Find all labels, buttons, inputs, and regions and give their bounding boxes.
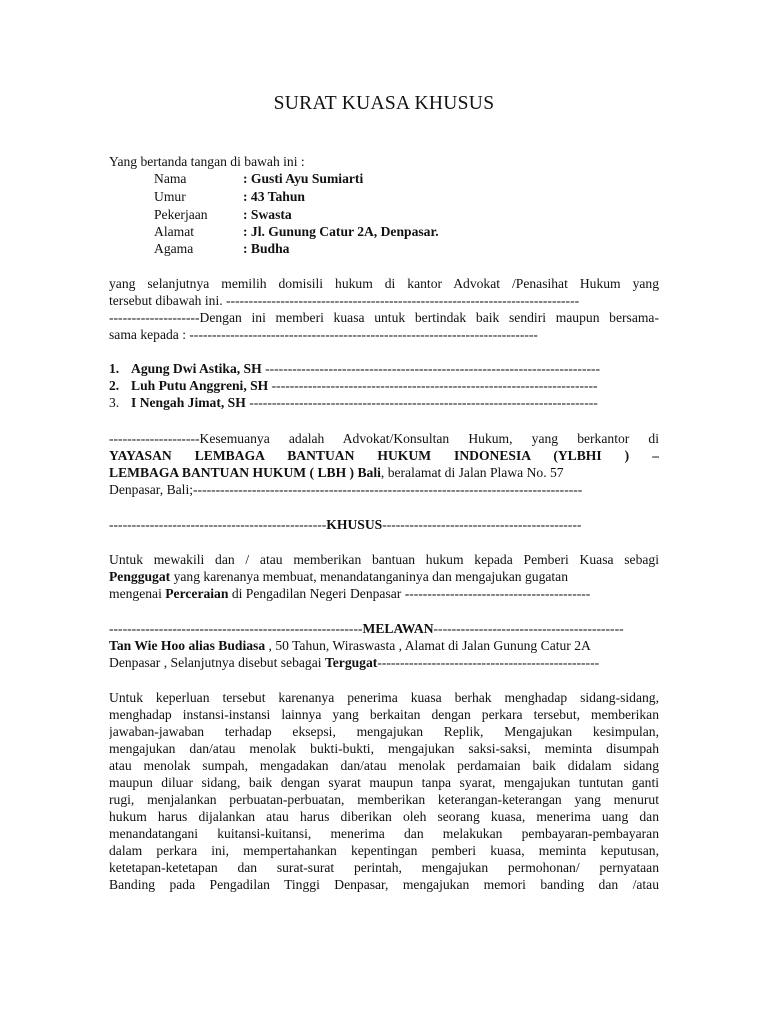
purpose-line: Untuk mewakili dan / atau memberikan bantuan hukum kepada Pemberi Kuasa sebagi [109, 552, 659, 567]
heading-dashes: ------------------------------------------ [433, 621, 624, 636]
attorney-name: Luh Putu Anggreni, SH [131, 378, 269, 393]
field-value-pekerjaan: : Swasta [243, 207, 292, 222]
opponent-line [109, 654, 659, 671]
purpose-line [109, 568, 659, 585]
firm-name: LEMBAGA BANTUAN HUKUM ( LBH ) Bali [109, 465, 381, 480]
firm-line: Denpasar, Bali;-------------------------------------------------------------------------------------- [109, 482, 583, 497]
attorney-name: Agung Dwi Astika, SH [131, 361, 262, 376]
purpose-line [109, 585, 659, 602]
purpose-text: yang karenanya membuat, menandatanganinya dan mengajukan gugatan [170, 569, 569, 584]
opponent-name: Tan Wie Hoo alias Budiasa [109, 638, 266, 653]
field-label-nama: Nama [154, 171, 187, 186]
powers-line: jawaban-jawaban terhadap eksepsi, mengajukan Replik, Mengajukan kesimpulan, [109, 724, 659, 739]
powers-line: Banding pada Pengadilan Tinggi Denpasar, mengajukan memori banding dan /atau [109, 877, 659, 892]
powers-line: dalam perkara ini, mempertahankan kepentingan pemberi kuasa, meminta keputusan, [109, 843, 659, 858]
attorney-item [109, 377, 659, 394]
powers-line: hukum harus dijalankan atau harus diberikan oleh seorang kuasa, menerima uang dan [109, 809, 659, 824]
powers-line: atau menolak sumpah, mengadakan dan/atau menolak perdamaian baik didalam sidang [109, 758, 659, 773]
heading-label: MELAWAN [362, 621, 434, 636]
attorney-dashes: -------------------------------------------------------------------------- [261, 361, 601, 376]
field-value-nama: : Gusti Ayu Sumiarti [243, 171, 364, 186]
powers-line: rugi, menjalankan perbuatan-perbuatan, memberikan keterangan-keterangan yang menurut [109, 792, 659, 807]
attorney-number: 2. [109, 378, 120, 393]
domicile-line: --------------------Dengan ini memberi kuasa untuk bertindak baik sendiri maupun bersama- [109, 310, 659, 325]
powers-line: maupun diluar sidang, baik dengan syarat maupun tanpa syarat, mengajukan tuntutan ganti [109, 775, 659, 790]
powers-line: Untuk keperluan tersebut karenanya penerima kuasa berhak menghadap sidang-sidang, [109, 690, 659, 705]
document-title: SURAT KUASA KHUSUS [273, 93, 495, 114]
powers-line: mengajukan dan/atau menolak bukti-bukti, mengajukan saksi-saksi, meminta disumpah [109, 741, 659, 756]
opponent-line [109, 637, 659, 654]
purpose-case: Perceraian [165, 586, 229, 601]
heading-dashes: ------------------------------------------------ [109, 517, 327, 532]
attorney-dashes: ------------------------------------------------------------------------ [268, 378, 598, 393]
heading-dashes: -------------------------------------------- [382, 517, 582, 532]
attorney-name: I Nengah Jimat, SH [131, 395, 246, 410]
field-value-agama: : Budha [243, 241, 290, 256]
purpose-text: mengenai [109, 586, 166, 601]
opponent-text: Denpasar , Selanjutnya disebut sebagai [109, 655, 325, 670]
attorney-number: 1. [109, 361, 120, 376]
powers-line: menandatangani kuitansi-kuitansi, menerima dan melakukan pembayaran-pembayaran [109, 826, 659, 841]
powers-line: menghadap instansi-instansi lainnya yang berkaitan dengan perkara tersebut, memberikan [109, 707, 659, 722]
purpose-role: Penggugat [109, 569, 171, 584]
purpose-text: di Pengadilan Negeri Denpasar ----------------------------------------- [228, 586, 591, 601]
field-label-alamat: Alamat [154, 224, 195, 239]
field-label-agama: Agama [154, 241, 194, 256]
firm-address: , beralamat di Jalan Plawa No. 57 [380, 465, 564, 480]
field-value-umur: : 43 Tahun [243, 189, 305, 204]
heading-label: KHUSUS [326, 517, 383, 532]
opponent-details: , 50 Tahun, Wiraswasta , Alamat di Jalan Gunung Catur 2A [265, 638, 591, 653]
powers-line: ketetapan-ketetapan dan surat-surat perintah, mengajukan permohonan/ pernyataan [109, 860, 659, 875]
firm-line [109, 464, 659, 481]
opponent-dashes: ------------------------------------------------- [377, 655, 600, 670]
field-label-pekerjaan: Pekerjaan [154, 207, 208, 222]
opponent-role: Tergugat [324, 655, 378, 670]
intro-text: Yang bertanda tangan di bawah ini : [109, 154, 305, 169]
heading-dashes: -------------------------------------------------------- [109, 621, 363, 636]
domicile-line: yang selanjutnya memilih domisili hukum di kantor Advokat /Penasihat Hukum yang [109, 276, 659, 291]
attorney-item [109, 360, 659, 377]
field-label-umur: Umur [154, 189, 186, 204]
firm-line: YAYASAN LEMBAGA BANTUAN HUKUM INDONESIA (YLBHI ) – [109, 448, 659, 463]
firm-line: --------------------Kesemuanya adalah Advokat/Konsultan Hukum, yang berkantor di [109, 431, 659, 446]
melawan-heading [109, 620, 659, 637]
attorney-dashes: ----------------------------------------------------------------------------- [245, 395, 598, 410]
field-value-alamat: : Jl. Gunung Catur 2A, Denpasar. [243, 224, 439, 239]
domicile-line: sama kepada : ----------------------------------------------------------------------------- [109, 327, 538, 342]
khusus-heading [109, 516, 659, 533]
attorney-number: 3. [109, 395, 120, 410]
attorney-item [109, 394, 659, 411]
domicile-line: tersebut dibawah ini. ------------------------------------------------------------------------------ [109, 293, 580, 308]
